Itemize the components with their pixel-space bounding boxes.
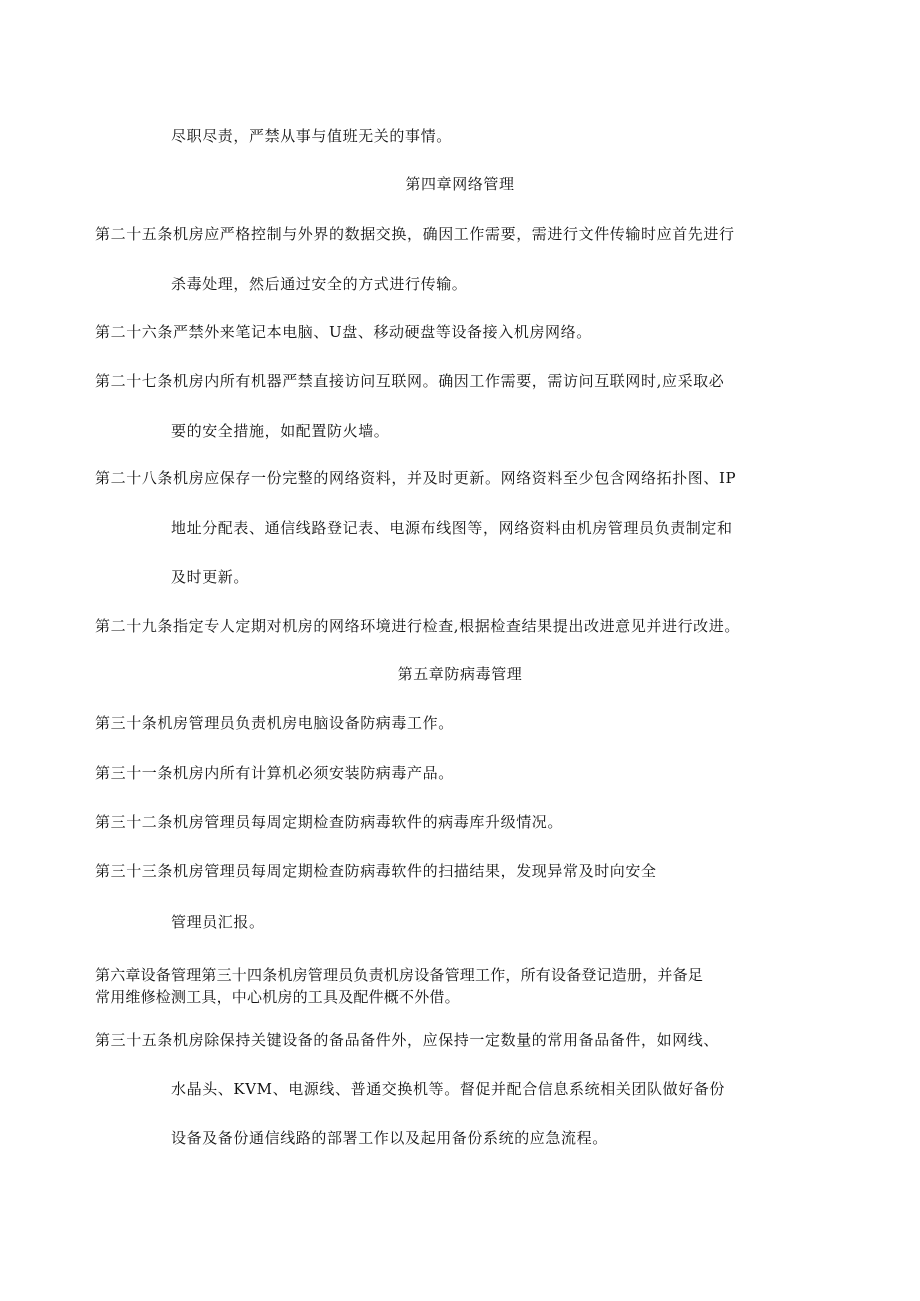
paragraph-line: 管理员汇报。 [171, 913, 265, 931]
paragraph-line: 第三十一条机房内所有计算机必须安装防病毒产品。 [95, 764, 454, 782]
paragraph-line: 及时更新。 [171, 568, 250, 586]
paragraph-line: 第六章设备管理第三十四条机房管理员负责机房设备管理工作，所有设备登记造册，并备足 [95, 966, 704, 984]
paragraph-line: 第三十条机房管理员负责机房电脑设备防病毒工作。 [95, 714, 454, 732]
paragraph-line: 第三十五条机房除保持关键设备的备品备件外，应保持一定数量的常用备品备件，如网线、 [95, 1031, 720, 1049]
paragraph-line: 杀毒处理，然后通过安全的方式进行传输。 [171, 275, 468, 293]
chapter-heading-antivirus: 第五章防病毒管理 [397, 665, 523, 683]
paragraph-line: 第二十六条严禁外来笔记本电脑、U盘、移动硬盘等设备接入机房网络。 [95, 323, 592, 341]
paragraph-line: 常用维修检测工具，中心机房的工具及配件概不外借。 [95, 988, 460, 1006]
paragraph-line: 第三十三条机房管理员每周定期检查防病毒软件的扫描结果，发现异常及时向安全 [95, 862, 657, 880]
paragraph-line: 第二十八条机房应保存一份完整的网络资料，并及时更新。网络资料至少包含网络拓扑图、IP [95, 469, 737, 487]
paragraph-line: 第二十七条机房内所有机器严禁直接访问互联网。确因工作需要，需访问互联网时,应采取必 [95, 372, 725, 390]
paragraph-line: 第三十二条机房管理员每周定期检查防病毒软件的病毒库升级情况。 [95, 813, 564, 831]
paragraph-line: 设备及备份通信线路的部署工作以及起用备份系统的应急流程。 [171, 1129, 608, 1147]
paragraph-line: 第二十九条指定专人定期对机房的网络环境进行检查,根据检查结果提出改进意见并进行改进。 [95, 617, 740, 635]
chapter-heading-network: 第四章网络管理 [405, 175, 515, 193]
paragraph-line: 尽职尽责，严禁从事与值班无关的事情。 [171, 127, 452, 145]
paragraph-line: 地址分配表、通信线路登记表、电源布线图等，网络资料由机房管理员负责制定和 [171, 519, 733, 537]
paragraph-line: 第二十五条机房应严格控制与外界的数据交换，确因工作需要，需进行文件传输时应首先进行 [95, 225, 735, 243]
paragraph-line: 要的安全措施，如配置防火墙。 [171, 422, 390, 440]
paragraph-line: 水晶头、KVM、电源线、普通交换机等。督促并配合信息系统相关团队做好备份 [171, 1080, 726, 1098]
